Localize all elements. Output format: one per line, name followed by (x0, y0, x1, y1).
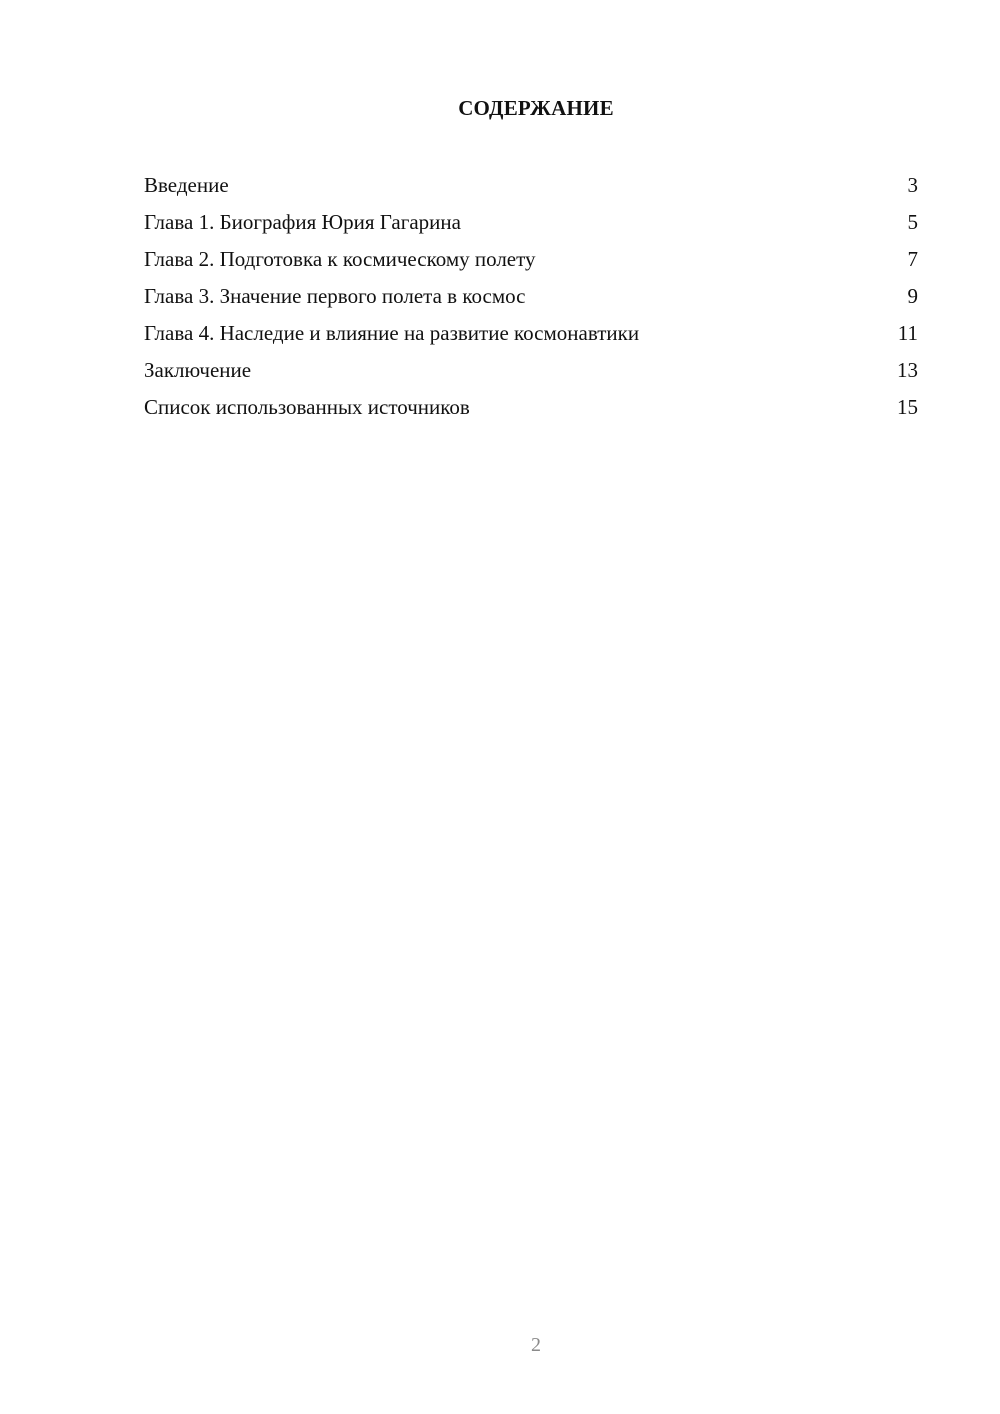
toc-entry-chapter-4 (144, 318, 918, 355)
toc-entry-page-number: 5 (907, 210, 918, 234)
toc-entry-label: Введение (144, 173, 229, 197)
toc-entry-conclusion (144, 355, 918, 392)
toc-entry-page-number: 9 (907, 284, 918, 308)
toc-entry-chapter-1 (144, 207, 918, 244)
toc-entry-label: Глава 4. Наследие и влияние на развитие космонавтики (144, 321, 640, 345)
footer-page-number: 2 (531, 1334, 541, 1356)
toc-entry-page-number: 15 (897, 395, 918, 419)
toc-title: СОДЕРЖАНИЕ (458, 96, 614, 120)
table-of-contents (144, 170, 918, 429)
toc-entry-label: Заключение (144, 358, 252, 382)
toc-entry-introduction (144, 170, 918, 207)
toc-entry-page-number: 11 (897, 321, 918, 345)
toc-entry-label: Глава 1. Биография Юрия Гагарина (144, 210, 461, 234)
toc-entry-page-number: 13 (897, 358, 918, 382)
toc-entry-label: Список использованных источников (144, 395, 470, 419)
toc-entry-references (144, 392, 918, 429)
toc-entry-label: Глава 2. Подготовка к космическому полету (144, 247, 536, 271)
toc-entry-chapter-3 (144, 281, 918, 318)
toc-entry-chapter-2 (144, 244, 918, 281)
toc-entry-label: Глава 3. Значение первого полета в космос (144, 284, 526, 308)
toc-entry-page-number: 3 (907, 173, 918, 197)
toc-entry-page-number: 7 (907, 247, 918, 271)
